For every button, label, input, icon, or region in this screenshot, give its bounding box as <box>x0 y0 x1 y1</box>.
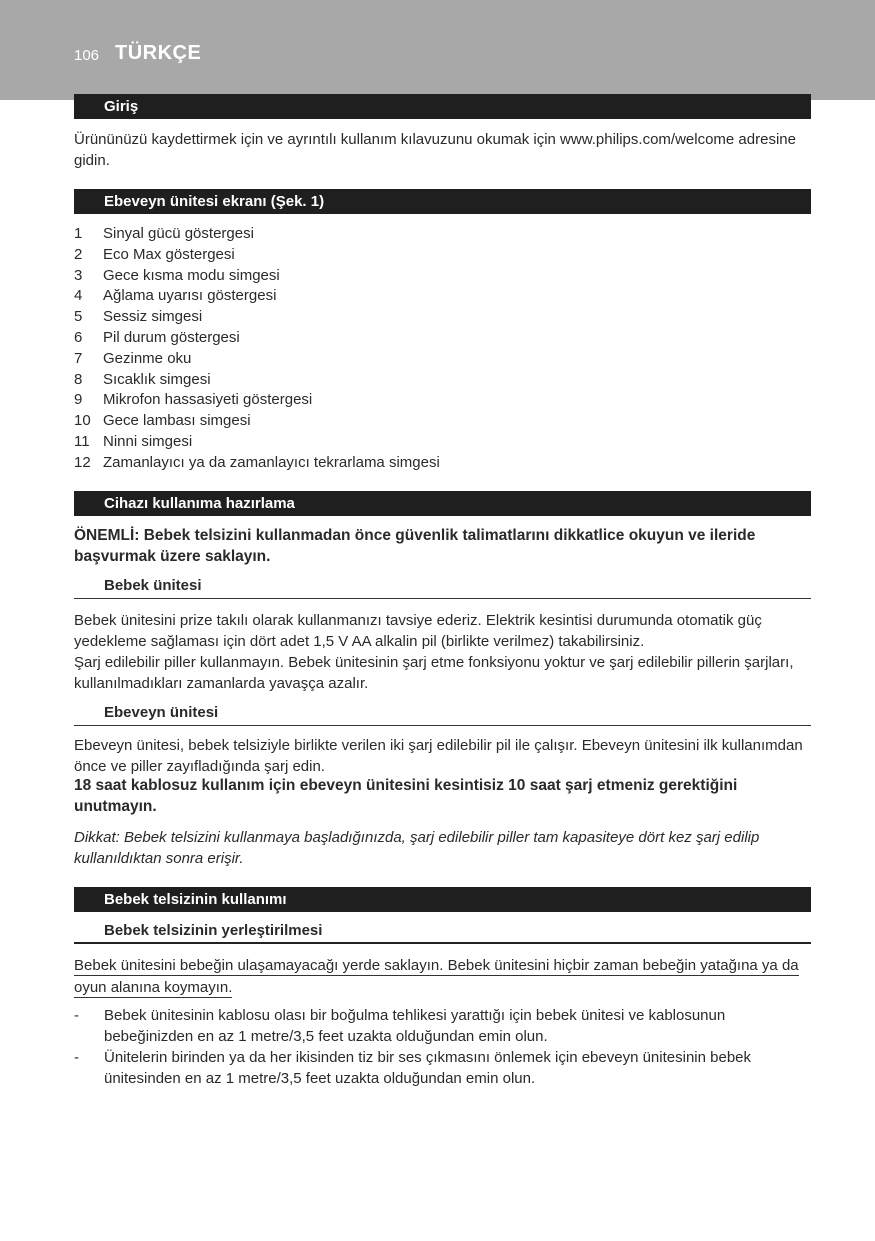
list-item: 4 Ağlama uyarısı göstergesi <box>74 287 277 305</box>
section-heading-intro: Giriş <box>74 94 811 119</box>
list-item: 10 Gece lambası simgesi <box>74 412 251 430</box>
bullet-text: Bebek ünitesinin kablosu olası bir boğulma tehlikesi yarattığı için bebek ünitesi ve kablosunun bebeğinizden en az 1 metre/3,5 feet uzakta olduğundan emin olun. <box>104 1007 726 1045</box>
bullet-dash: - <box>74 1049 79 1066</box>
list-item: 1 Sinyal gücü göstergesi <box>74 225 254 242</box>
list-item: 7 Gezinme oku <box>74 349 192 367</box>
page-number: 106 <box>74 47 100 64</box>
list-item: 6 Pil durum göstergesi <box>74 328 240 346</box>
parent-unit-caution: Dikkat: Bebek telsizini kullanmaya başladığınızda, şarj edilebilir piller tam kapasiteye dört kez şarj edilip kullanıldıktan sonra erişir. <box>74 829 760 867</box>
placement-warning <box>74 955 814 999</box>
list-item: 9 Mikrofon hassasiyeti göstergesi <box>74 391 313 409</box>
subheading-placement: Bebek telsizinin yerleştirilmesi <box>74 921 811 944</box>
list-item: 11 Ninni simgesi <box>74 432 193 450</box>
list-item: 5 Sessiz simgesi <box>74 308 203 326</box>
bullet-dash: - <box>74 1007 79 1024</box>
list-item: 8 Sıcaklık simgesi <box>74 370 211 388</box>
subheading-parent-unit: Ebeveyn ünitesi <box>74 703 811 726</box>
parent-unit-charging-note: 18 saat kablosuz kullanım için ebeveyn ünitesini kesintisiz 10 saat şarj etmeniz gerektiğini unutmayın. <box>74 777 738 815</box>
language-title: TÜRKÇE <box>115 42 202 64</box>
important-notice: ÖNEMLİ: Bebek telsizini kullanmadan önce güvenlik talimatlarını dikkatlice okuyun ve ileride başvurmak üzere saklayın. <box>74 527 756 565</box>
intro-text: Ürününüzü kaydettirmek için ve ayrıntılı kullanım kılavuzunu okumak için www.philips.com/welcome adresine gidin. <box>74 131 796 169</box>
baby-unit-paragraph-2: Şarj edilebilir piller kullanmayın. Bebek ünitesinin şarj etme fonksiyonu yoktur ve şarj edilebilir pillerin şarjları, kullanılmadıkları zamanlarda yavaşça azalır. <box>74 654 794 692</box>
list-item: 3 Gece kısma modu simgesi <box>74 266 280 284</box>
section-heading-display: Ebeveyn ünitesi ekranı (Şek. 1) <box>74 189 811 214</box>
placement-warning-text: Bebek ünitesini bebeğin ulaşamayacağı yerde saklayın. Bebek ünitesini hiçbir zaman bebeğin yatağına ya da oyun alanına koymayın. <box>74 957 799 996</box>
list-item <box>74 1047 814 1089</box>
list-item: 2 Eco Max göstergesi <box>74 245 235 263</box>
list-item: 12 Zamanlayıcı ya da zamanlayıcı tekrarlama simgesi <box>74 453 440 471</box>
bullet-text: Ünitelerin birinden ya da her ikisinden tiz bir ses çıkmasını önlemek için ebeveyn ünitesinin bebek ünitesinden en az 1 metre/3,5 feet uzakta olduğundan emin olun. <box>104 1049 752 1087</box>
list-item <box>74 1005 814 1047</box>
baby-unit-paragraph-1: Bebek ünitesini prize takılı olarak kullanmanızı tavsiye ederiz. Elektrik kesintisi durumunda otomatik güç yedekleme sağlaması için dört adet 1,5 V AA alkalin pil (birlikte verilmez) takabilirsiniz. <box>74 612 762 650</box>
subheading-baby-unit: Bebek ünitesi <box>74 576 811 599</box>
parent-unit-paragraph: Ebeveyn ünitesi, bebek telsiziyle birlikte verilen iki şarj edilebilir pil ile çalışır. Ebeveyn ünitesini ilk kullanımdan önce ve piller zayıfladığında şarj edin. <box>74 737 803 775</box>
display-features-list <box>74 224 814 474</box>
section-heading-prepare: Cihazı kullanıma hazırlama <box>74 491 811 516</box>
section-heading-usage: Bebek telsizinin kullanımı <box>74 887 811 912</box>
